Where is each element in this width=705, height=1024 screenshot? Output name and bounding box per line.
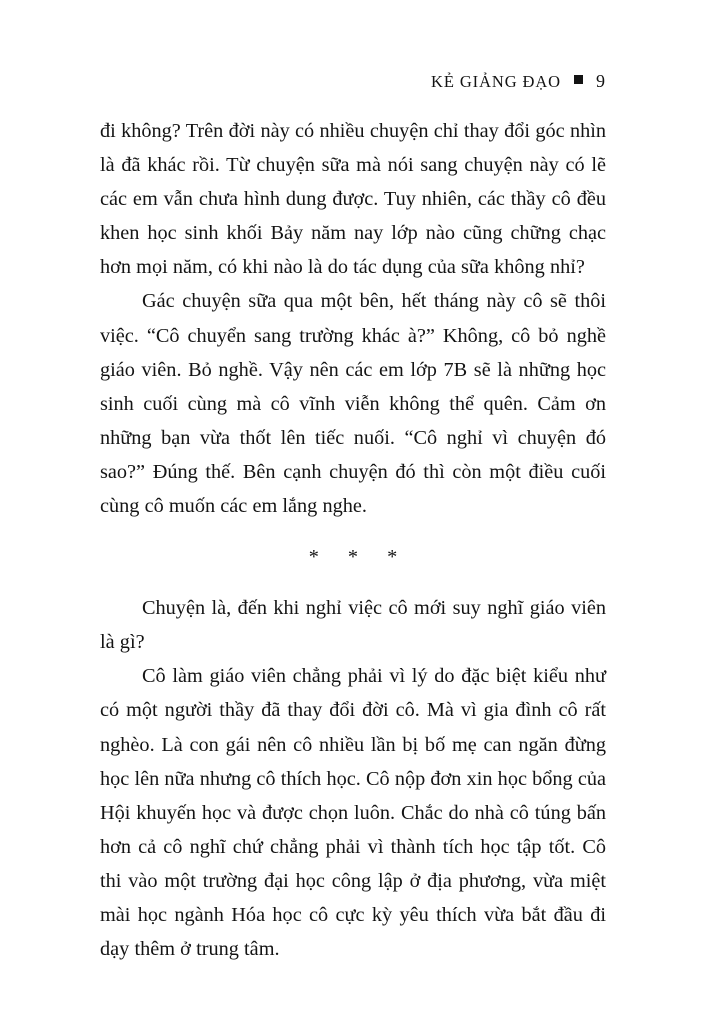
body-text-block [100, 114, 606, 966]
asterism-glyph: * * * [308, 545, 410, 568]
paragraph-4: Cô làm giáo viên chẳng phải vì lý do đặc biệt kiểu như có một người thầy đã thay đổi đời cô. Mà vì gia đình cô rất nghèo. Là con gái nên cô nhiều lần bị bố mẹ can ngăn đừng học lên nữa nhưng cô thích học. Cô nộp đơn xin học bổng của Hội khuyến học và được chọn luôn. Chắc do nhà cô túng bấn hơn cả cô nghĩ chứ chẳng phải vì thành tích học tập tốt. Cô thi vào một trường đại học công lập ở địa phương, vừa miệt mài học ngành Hóa học cô cực kỳ yêu thích vừa bắt đầu đi dạy thêm ở trung tâm. [100, 665, 607, 961]
running-head [100, 72, 605, 91]
running-head-title: KẺ GIẢNG ĐẠO [431, 72, 561, 91]
paragraph-2: Gác chuyện sữa qua một bên, hết tháng này cô sẽ thôi việc. “Cô chuyển sang trường khác à?” Không, cô bỏ nghề giáo viên. Bỏ nghề. Vậy nên các em lớp 7B sẽ là những học sinh cuối cùng mà cô vĩnh viễn không thể quên. Cảm ơn những bạn vừa thốt lên tiếc nuối. “Cô nghỉ vì chuyện đó sao?” Đúng thế. Bên cạnh chuyện đó thì còn một điều cuối cùng cô muốn các em lắng nghe. [100, 290, 606, 518]
filled-square-bullet-icon [574, 75, 583, 84]
paragraph-3: Chuyện là, đến khi nghỉ việc cô mới suy nghĩ giáo viên là gì? [100, 597, 606, 654]
scene-break-divider [100, 523, 606, 591]
paragraph-1: đi không? Trên đời này có nhiều chuyện chỉ thay đổi góc nhìn là đã khác rồi. Từ chuyện sữa mà nói sang chuyện này có lẽ các em vẫn chưa hình dung được. Tuy nhiên, các thầy cô đều khen học sinh khối Bảy năm nay lớp nào cũng chững chạc hơn mọi năm, có khi nào là do tác dụng của sữa không nhỉ? [100, 120, 606, 279]
page-number: 9 [596, 71, 605, 91]
